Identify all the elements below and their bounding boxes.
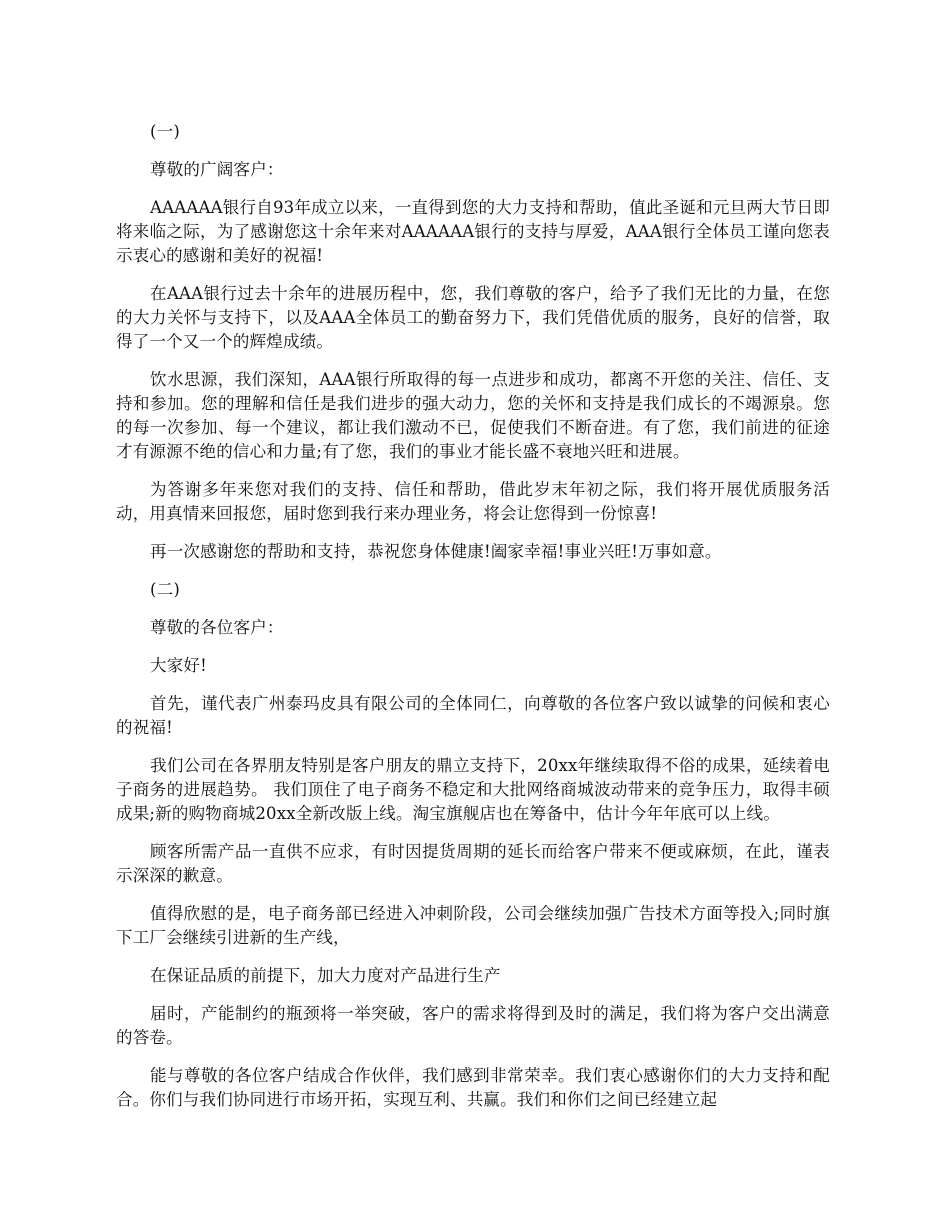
body-paragraph: 届时，产能制约的瓶颈将一举突破，客户的需求将得到及时的满足，我们将为客户交出满意的答卷。 bbox=[116, 1004, 830, 1047]
body-paragraph: 为答谢多年来您对我们的支持、信任和帮助，借此岁末年初之际，我们将开展优质服务活动，用真情来回报您，届时您到我行来办理业务，将会让您得到一份惊喜! bbox=[116, 480, 830, 523]
body-paragraph: 顾客所需产品一直供不应求，有时因提货周期的延长而给客户带来不便或麻烦，在此，谨表示深深的歉意。 bbox=[116, 842, 830, 885]
body-paragraph: AAAAAA银行自93年成立以来，一直得到您的大力支持和帮助，值此圣诞和元旦两大节日即将来临之际，为了感谢您这十余年来对AAAAAA银行的支持与厚爱，AAA银行全体员工谨向您表示衷心的感谢和美好的祝福! bbox=[116, 198, 830, 265]
body-paragraph: 饮水思源，我们深知，AAA银行所取得的每一点进步和成功，都离不开您的关注、信任、支持和参加。您的理解和信任是我们进步的强大动力，您的关怀和支持是我们成长的不竭源泉。您的每一次参加、每一个建议，都让我们激动不已，促使我们不断奋进。有了您，我们前进的征途才有源源不绝的信心和力量;有了您，我们的事业才能长盛不衰地兴旺和进展。 bbox=[116, 370, 830, 461]
greeting: 大家好! bbox=[150, 656, 207, 675]
body-paragraph: 值得欣慰的是，电子商务部已经进入冲刺阶段，公司会继续加强广告技术方面等投入;同时旗下工厂会继续引进新的生产线， bbox=[116, 904, 830, 947]
section-heading-1: (一) bbox=[150, 122, 180, 141]
document-page bbox=[116, 120, 830, 1126]
body-paragraph: 能与尊敬的各位客户结成合作伙伴，我们感到非常荣幸。我们衷心感谢你们的大力支持和配合。你们与我们协同进行市场开拓，实现互利、共赢。我们和你们之间已经建立起 bbox=[116, 1066, 830, 1109]
body-paragraph: 在AAA银行过去十余年的进展历程中，您，我们尊敬的客户，给予了我们无比的力量，在您的大力关怀与支持下，以及AAA全体员工的勤奋努力下，我们凭借优质的服务，良好的信誉，取得了一个又一个的辉煌成绩。 bbox=[116, 284, 830, 351]
body-paragraph: 首先，谨代表广州泰玛皮具有限公司的全体同仁，向尊敬的各位客户致以诚挚的问候和衷心的祝福! bbox=[116, 694, 830, 737]
salutation-2: 尊敬的各位客户： bbox=[150, 618, 284, 637]
body-paragraph: 我们公司在各界朋友特别是客户朋友的鼎立支持下，20xx年继续取得不俗的成果，延续着电子商务的进展趋势。 我们顶住了电子商务不稳定和大批网络商城波动带来的竞争压力，取得丰硕成果;新的购物商城20xx全新改版上线。淘宝旗舰店也在筹备中，估计今年年底可以上线。 bbox=[116, 756, 830, 823]
closing-paragraph: 再一次感谢您的帮助和支持，恭祝您身体健康!阖家幸福!事业兴旺!万事如意。 bbox=[150, 542, 722, 561]
body-paragraph: 在保证品质的前提下，加大力度对产品进行生产 bbox=[150, 966, 501, 985]
salutation-1: 尊敬的广阔客户： bbox=[150, 160, 284, 179]
section-heading-2: (二) bbox=[150, 580, 180, 599]
